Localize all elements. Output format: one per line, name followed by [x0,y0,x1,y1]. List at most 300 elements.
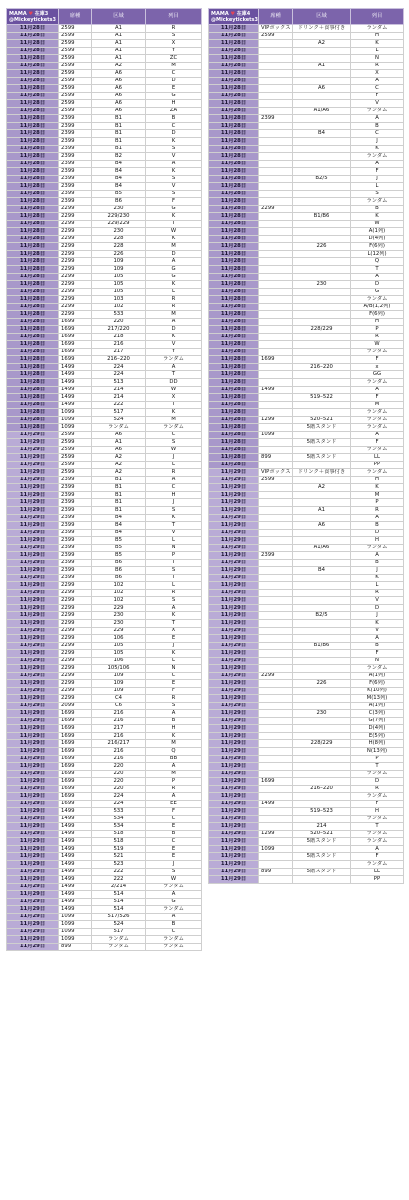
row-cell: M [351,491,404,499]
date-cell: 11月29日 [7,815,59,823]
table-row [7,386,202,394]
row-cell: ランダム [351,25,404,33]
date-cell: 11月29日 [7,642,59,650]
date-cell: 11月29日 [7,439,59,447]
date-cell: 11月29日 [209,800,259,808]
row-cell: ランダム [351,378,404,386]
table-row [7,363,202,371]
area-cell: B5 [92,544,146,552]
seat-type-cell: 2299 [59,213,92,221]
table-row [7,650,202,658]
area-cell: 216 [92,755,146,763]
date-cell: 11月28日 [7,145,59,153]
area-cell: B1 [92,130,146,138]
date-cell: 11月29日 [7,838,59,846]
table-row [209,130,404,138]
table-row [7,860,202,868]
seat-type-cell: 2399 [59,484,92,492]
seat-type-cell [259,597,293,605]
date-cell: 11月28日 [209,386,259,394]
date-cell: 11月29日 [7,808,59,816]
seat-type-cell: 2399 [59,559,92,567]
row-cell: GG [351,371,404,379]
table-row [7,394,202,402]
seat-type-cell: 2399 [59,499,92,507]
area-cell: 513 [92,378,146,386]
area-cell: 216 [92,710,146,718]
seat-type-cell [259,853,293,861]
row-cell: L(12列) [351,250,404,258]
seat-type-cell: 1499 [59,808,92,816]
date-cell: 11月28日 [209,40,259,48]
row-cell: A [351,635,404,643]
seat-type-cell [259,507,293,515]
seat-type-cell: 2299 [59,665,92,673]
row-cell: L [146,461,202,469]
seat-type-cell: 2399 [59,529,92,537]
date-cell: 11月29日 [7,507,59,515]
seat-type-cell [259,627,293,635]
table-row [7,220,202,228]
area-cell: B4 [293,567,351,575]
table-row [209,228,404,236]
area-cell: 222 [92,876,146,884]
area-cell: A6 [293,522,351,530]
row-cell: K [146,732,202,740]
table-row [7,213,202,221]
area-cell [293,288,351,296]
seat-type-cell: 2299 [59,597,92,605]
area-cell [293,409,351,417]
row-cell: D [351,529,404,537]
area-cell: 229/229 [92,220,146,228]
seat-type-cell [259,702,293,710]
table-row [7,830,202,838]
area-cell [293,32,351,40]
date-cell: 11月29日 [209,589,259,597]
table-row [209,55,404,63]
date-cell: 11月28日 [209,32,259,40]
seat-type-cell: 899 [259,454,293,462]
area-cell: B1 [92,115,146,123]
area-cell: 224 [92,363,146,371]
area-cell: 518 [92,838,146,846]
row-cell: S [351,190,404,198]
area-cell: 524 [92,921,146,929]
date-cell: 11月28日 [209,446,259,454]
row-cell: K(10列) [351,687,404,695]
table-subtitle: 在庫3 [34,10,49,17]
row-cell: A [146,793,202,801]
seat-type-cell: 2299 [59,243,92,251]
date-cell: 11月29日 [209,770,259,778]
area-cell [293,296,351,304]
table-row [209,333,404,341]
area-cell: A1 [92,25,146,33]
seat-type-cell: 2299 [59,657,92,665]
date-cell: 11月29日 [7,431,59,439]
table-row [209,507,404,515]
row-cell: K [146,235,202,243]
date-cell: 11月28日 [7,32,59,40]
seat-type-cell: 2299 [59,288,92,296]
seat-type-cell: 2399 [59,115,92,123]
row-cell: ランダム [351,198,404,206]
area-cell: 105 [92,642,146,650]
date-cell: 11月29日 [209,860,259,868]
date-cell: 11月28日 [209,70,259,78]
area-cell: 228/229 [293,326,351,334]
date-cell: 11月29日 [209,612,259,620]
row-cell: ランダム [146,883,202,891]
area-cell [293,100,351,108]
date-cell: 11月29日 [209,815,259,823]
row-cell: S [146,597,202,605]
area-cell: A1 [92,40,146,48]
area-cell: A6 [92,107,146,115]
area-cell [293,431,351,439]
row-cell: B [146,115,202,123]
date-cell: 11月28日 [7,363,59,371]
seat-type-cell [259,363,293,371]
table-row [7,702,202,710]
seat-type-cell [259,303,293,311]
table-row [209,665,404,673]
seat-type-cell: 2399 [59,491,92,499]
date-cell: 11月29日 [209,635,259,643]
seat-type-cell [259,85,293,93]
table-title-cell [7,9,59,25]
area-cell: B1 [92,499,146,507]
date-cell: 11月29日 [209,559,259,567]
seat-type-cell [259,635,293,643]
row-cell: A [146,160,202,168]
table-row [7,943,202,951]
seat-type-cell [259,680,293,688]
seat-type-cell [259,55,293,63]
seat-type-cell: 2299 [59,273,92,281]
area-cell: B1 [92,145,146,153]
area-cell: B5 [92,552,146,560]
table-row [209,235,404,243]
area-cell: 534 [92,823,146,831]
row-cell: ランダム [351,793,404,801]
row-cell: S [146,145,202,153]
area-cell: B1/B6 [293,213,351,221]
table-row [7,303,202,311]
area-cell: A1/A6 [293,107,351,115]
seat-type-cell: 1499 [59,853,92,861]
area-cell [293,115,351,123]
row-cell: A [146,318,202,326]
row-cell: R [146,25,202,33]
seat-type-cell: 2299 [59,695,92,703]
row-cell: M [146,243,202,251]
row-cell: R [351,62,404,70]
row-cell: C [146,484,202,492]
table-row [209,115,404,123]
date-cell: 11月28日 [7,394,59,402]
area-cell [293,499,351,507]
row-cell: R [146,785,202,793]
row-cell: E [146,635,202,643]
date-cell: 11月28日 [209,371,259,379]
date-cell: 11月29日 [7,763,59,771]
table-row [209,537,404,545]
row-cell: B [351,122,404,130]
seat-type-cell: 2399 [59,175,92,183]
date-cell: 11月29日 [7,499,59,507]
area-cell: A2 [92,454,146,462]
row-cell: J [351,567,404,575]
seat-type-cell: 1499 [59,898,92,906]
area-cell: A6 [92,100,146,108]
seat-type-cell: 1699 [59,793,92,801]
date-cell: 11月28日 [7,130,59,138]
date-cell: 11月28日 [7,198,59,206]
seat-type-cell: 2599 [59,439,92,447]
area-cell: 222 [92,401,146,409]
date-cell: 11月28日 [209,394,259,402]
seat-type-cell [259,815,293,823]
date-cell: 11月28日 [209,311,259,319]
table-row [7,235,202,243]
row-cell: F [351,800,404,808]
row-cell: E [146,85,202,93]
row-cell: ZC [146,55,202,63]
seat-type-cell: 2599 [59,461,92,469]
area-cell [293,552,351,560]
row-cell: J [351,175,404,183]
date-cell: 11月28日 [7,183,59,191]
row-cell: K [146,409,202,417]
row-cell: M [146,770,202,778]
area-cell [293,491,351,499]
seat-type-cell [259,92,293,100]
row-cell: X [146,40,202,48]
date-cell: 11月28日 [7,416,59,424]
seat-type-cell [259,130,293,138]
row-cell: ZA [146,107,202,115]
date-cell: 11月29日 [209,665,259,673]
seat-type-cell: 2599 [59,77,92,85]
table-row [7,906,202,914]
date-cell: 11月28日 [7,153,59,161]
date-cell: 11月28日 [7,137,59,145]
area-cell: 216 [92,341,146,349]
table-row [7,589,202,597]
table-row [7,740,202,748]
date-cell: 11月28日 [209,266,259,274]
table-row [7,281,202,289]
seat-type-cell: 2399 [59,537,92,545]
table-row [209,190,404,198]
area-cell [293,122,351,130]
heart-icon: ♥ [230,10,235,17]
area-cell [293,273,351,281]
row-cell: T [146,522,202,530]
area-cell: 106 [92,657,146,665]
date-cell: 11月28日 [209,258,259,266]
table-row [209,32,404,40]
row-cell: D [351,604,404,612]
date-cell: 11月29日 [7,537,59,545]
area-cell: ランダム [92,943,146,951]
row-cell: T [146,401,202,409]
seat-type-cell: 2299 [59,604,92,612]
seat-type-cell [259,288,293,296]
row-cell: ランダム [351,446,404,454]
table-row [209,529,404,537]
date-cell: 11月29日 [7,710,59,718]
table-row [7,582,202,590]
area-cell: 228 [92,235,146,243]
area-cell: 230 [92,612,146,620]
table-row [7,32,202,40]
date-cell: 11月29日 [209,838,259,846]
date-cell: 11月29日 [209,740,259,748]
seat-type-cell [259,341,293,349]
seat-type-cell [259,619,293,627]
area-cell: B4 [92,522,146,530]
col-row: 列目 [146,9,202,25]
table-row [7,70,202,78]
row-cell: M(13列) [351,695,404,703]
date-cell: 11月29日 [7,921,59,929]
table-row [7,891,202,899]
table-row [7,243,202,251]
area-cell [293,220,351,228]
table-row [209,303,404,311]
area-cell [293,258,351,266]
area-cell: A1 [293,507,351,515]
row-cell: T [146,574,202,582]
table-row [7,47,202,55]
area-cell [293,702,351,710]
date-cell: 11月28日 [209,198,259,206]
date-cell: 11月28日 [209,205,259,213]
row-cell: ランダム [351,424,404,432]
table-row [209,258,404,266]
date-cell: 11月28日 [209,454,259,462]
table-row [209,748,404,756]
seat-type-cell [259,175,293,183]
date-cell: 11月28日 [7,409,59,417]
date-cell: 11月29日 [7,732,59,740]
row-cell: A [351,552,404,560]
row-cell: C [146,70,202,78]
date-cell: 11月29日 [209,748,259,756]
row-cell: J [146,454,202,462]
seat-type-cell: 2299 [59,642,92,650]
row-cell: ランダム [146,936,202,944]
table-row [7,168,202,176]
area-cell [293,386,351,394]
row-cell: F [351,92,404,100]
date-cell: 11月29日 [7,845,59,853]
table-row [7,815,202,823]
table-row [7,665,202,673]
table-row [209,296,404,304]
date-cell: 11月29日 [7,906,59,914]
table-row [7,529,202,537]
seat-type-cell: 2599 [259,32,293,40]
area-cell: B2 [92,153,146,161]
table-row [7,409,202,417]
table-body [209,25,404,884]
seat-type-cell [259,446,293,454]
area-cell [293,876,351,884]
table-row [7,499,202,507]
table-row [209,183,404,191]
table-row [209,876,404,884]
row-cell: K [351,40,404,48]
date-cell: 11月28日 [7,115,59,123]
table-row [7,198,202,206]
table-row [209,378,404,386]
seat-type-cell: 899 [59,943,92,951]
row-cell: F [351,394,404,402]
table-row [209,356,404,364]
area-cell: 102 [92,303,146,311]
date-cell: 11月29日 [209,484,259,492]
area-cell [293,378,351,386]
date-cell: 11月29日 [7,522,59,530]
area-cell: 214 [293,823,351,831]
date-cell: 11月28日 [209,122,259,130]
seat-type-cell: 2599 [59,85,92,93]
table-row [209,92,404,100]
area-cell [293,205,351,213]
table-title: MAMA [9,10,27,17]
table-row [7,469,202,477]
row-cell: C [146,431,202,439]
table-row [209,567,404,575]
table-row [7,107,202,115]
area-cell: 5階スタンド [293,838,351,846]
seat-type-cell: 2399 [59,130,92,138]
area-cell [293,770,351,778]
date-cell: 11月28日 [7,288,59,296]
seat-type-cell: 2599 [59,431,92,439]
row-cell: C(3列) [351,710,404,718]
date-cell: 11月28日 [209,416,259,424]
seat-type-cell: 2399 [59,122,92,130]
table-row [7,597,202,605]
table-row [7,537,202,545]
area-cell [293,311,351,319]
table-row [209,755,404,763]
table-row [209,635,404,643]
date-cell: 11月29日 [7,665,59,673]
row-cell: N(13列) [351,748,404,756]
table-row [209,514,404,522]
seat-type-cell [259,220,293,228]
area-cell [293,235,351,243]
date-cell: 11月28日 [209,363,259,371]
area-cell [293,476,351,484]
area-cell: B1 [92,476,146,484]
seat-type-cell [259,612,293,620]
row-cell: E [146,853,202,861]
area-cell: 230 [293,281,351,289]
table-row [7,785,202,793]
seat-type-cell [259,740,293,748]
seat-type-cell: 1499 [59,868,92,876]
table-row [7,710,202,718]
row-cell: X [351,70,404,78]
date-cell: 11月29日 [209,845,259,853]
